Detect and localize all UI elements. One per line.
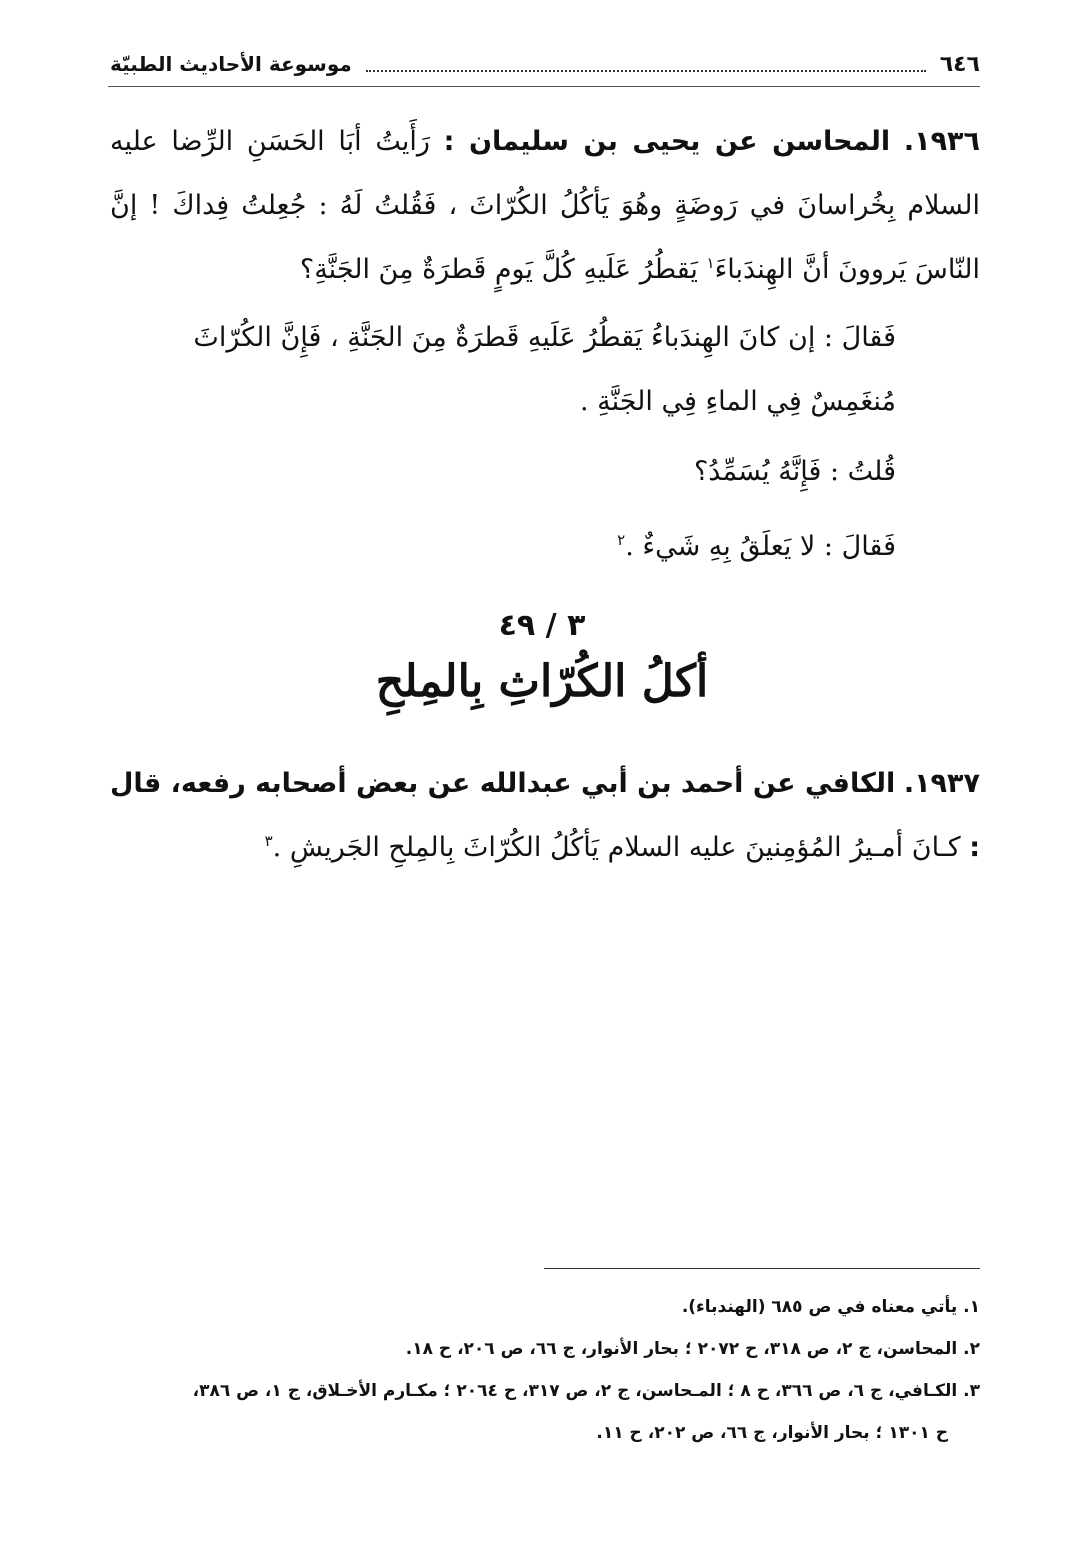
hadith-1936-answer: [110, 515, 896, 579]
section-title: أكلُ الكُرّاثِ بِالمِلحِ: [375, 656, 709, 707]
hadith-text: رَأَيتُ أبَا الحَسَنِ الرِّضا عليه السلام بِخُراسانَ في رَوضَةٍ وهُوَ يَأكُلُ الكُرّاثَ ، فَقُلتُ لَهُ : جُعِلتُ فِداكَ ! إنَّ النّاسَ يَروونَ أنَّ الهِندَباءَ: [110, 126, 980, 285]
hadith-1936-question: قُلتُ : فَإِنَّهُ يُسَمِّدُ؟: [693, 456, 896, 487]
hadith-narrator: الكافي عن أحمد بن أبي عبدالله عن بعض أصحابه رفعه، قال :: [110, 768, 980, 863]
header-rule: [108, 86, 980, 87]
footnote-rule: [544, 1268, 980, 1269]
section-number: ٣ / ٤٩: [498, 608, 586, 643]
running-header: [110, 44, 980, 84]
hadith-text-end: يَقطُرُ عَلَيهِ كُلَّ يَومٍ قَطرَةٌ مِنَ الجَنَّةِ؟: [299, 254, 698, 285]
footnote-ref-2: ٢: [617, 531, 626, 549]
answer-text: فَقالَ : لا يَعلَقُ بِهِ شَيءٌ .: [625, 531, 896, 562]
footnote-ref-3: ٣: [264, 832, 273, 850]
footnote-3: ٣. الكـافي، ج ٦، ص ٣٦٦، ح ٨ ؛ المـحاسن، ج ٢، ص ٣١٧، ح ٢٠٦٤ ؛ مكـارم الأخـلاق، ج ١، ص ٣٨٦،: [192, 1381, 980, 1401]
hadith-number: ١٩٣٦.: [903, 126, 981, 157]
hadith-narrator: المحاسن عن يحيى بن سليمان :: [443, 126, 891, 157]
hadith-1936: [110, 110, 980, 302]
book-title: موسوعة الأحاديث الطبيّة: [110, 52, 352, 76]
hadith-1936-reply: فَقالَ : إن كانَ الهِندَباءُ يَقطُرُ عَلَيهِ قَطرَةٌ مِنَ الجَنَّةِ ، فَإِنَّ الكُرّاثَ مُنغَمِسٌ فِي الماءِ فِي الجَنَّةِ .: [193, 322, 896, 417]
header-leader-dots: [366, 69, 926, 72]
hadith-text: كـانَ أمـيرُ المُؤمِنينَ عليه السلام يَأكُلُ الكُرّاثَ بِالمِلحِ الجَريشِ .: [272, 832, 961, 863]
hadith-number: ١٩٣٧.: [903, 768, 980, 799]
footnote-ref-1: ١: [706, 254, 715, 272]
footnote-1: ١. يأتي معناه في ص ٦٨٥ (الهندباء).: [681, 1297, 980, 1317]
footnote-3-continued: ح ١٣٠١ ؛ بحار الأنوار، ج ٦٦، ص ٢٠٢، ح ١١.: [596, 1423, 948, 1443]
hadith-1937: [110, 752, 980, 880]
page-number: ٦٤٦: [939, 51, 980, 77]
footnote-2: ٢. المحاسن، ج ٢، ص ٣١٨، ح ٢٠٧٢ ؛ بحار الأنوار، ج ٦٦، ص ٢٠٦، ح ١٨.: [405, 1339, 980, 1359]
